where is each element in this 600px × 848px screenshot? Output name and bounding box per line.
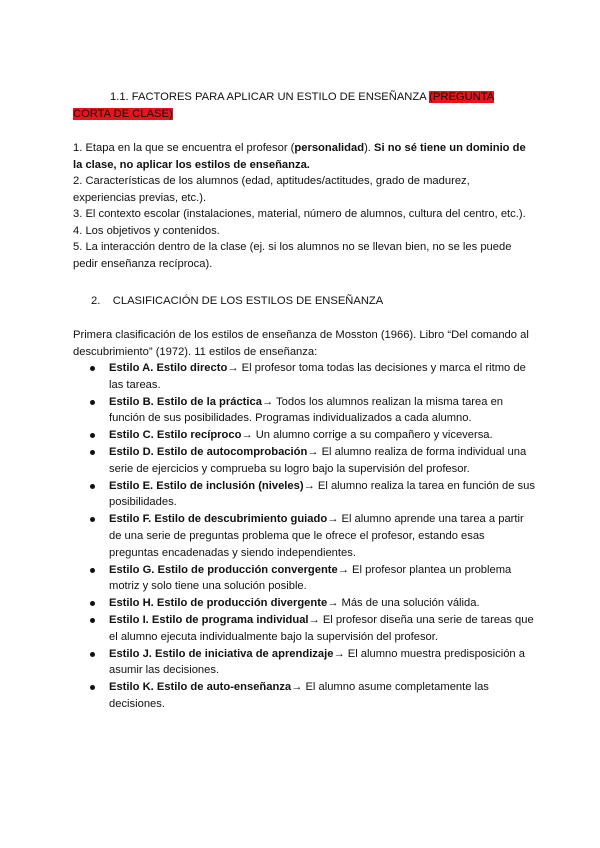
section-2-number: 2. [91,295,101,307]
style-name: Estilo A. Estilo directo [109,362,228,374]
section-2-heading [73,293,551,310]
list-item [90,595,535,612]
highlighted-note: (PREGUNTA CORTA DE CLASE) [73,91,495,120]
section-1-heading [73,89,533,122]
factor-item: 1. Etapa en la que se encuentra el profesor (personalidad). Si no sé tiene un dominio de la clase, no aplicar los estilos de enseñanza. [73,142,526,171]
list-item [90,679,535,713]
style-name: Estilo G. Estilo de producción convergente [109,563,338,576]
list-item [90,427,535,444]
style-name: Estilo H. Estilo de producción divergente [109,597,328,610]
styles-list [90,360,535,713]
list-item [90,562,535,596]
style-description: → El alumno asume completamente las decisiones. [109,681,489,710]
style-name: Estilo K. Estilo de auto-enseñanza [109,681,292,694]
list-item [90,511,535,561]
style-name: Estilo B. Estilo de la práctica [109,395,262,408]
style-description: → El profesor diseña una serie de tareas que el alumno ejecuta individualmente bajo la supervisión del profesor. [109,613,534,643]
style-name: Estilo I. Estilo de programa individual [109,613,309,626]
style-description: → El alumno realiza de forma individual una serie de ejercicios y comprueba su logro bajo la supervisión del profesor. [109,445,527,475]
factor-item: 5. La interacción dentro de la clase (ej. si los alumnos no se llevan bien, no se les puede pedir enseñanza recíproca). [73,241,512,270]
factors-list [73,140,533,272]
style-name: Estilo C. Estilo recíproco [109,429,242,442]
section-2-title: CLASIFICACIÓN DE LOS ESTILOS DE ENSEÑANZA [112,295,384,307]
list-item [90,646,535,680]
bold-text: personalidad [294,142,365,154]
section-1-number: 1.1. [110,91,129,103]
factor-item: 3. El contexto escolar (instalaciones, material, número de alumnos, cultura del centro, etc.). [73,208,526,220]
list-item [90,394,535,428]
factor-item: 2. Características de los alumnos (edad, aptitudes/actitudes, grado de madurez, experiencias previas, etc.). [73,175,470,204]
list-item [90,612,535,646]
style-name: Estilo F. Estilo de descubrimiento guiado [109,513,328,526]
style-description: → El alumno aprende una tarea a partir de una serie de preguntas problema que le ofrece el profesor, estando esas preguntas encadenadas y siendo independientes. [109,513,524,559]
style-description: → El alumno muestra predisposición a asumir las decisiones. [109,647,525,677]
style-description: → El profesor plantea un problema motriz y solo tiene una solución posible. [109,563,512,593]
style-description: → El alumno realiza la tarea en función de sus posibilidades. [109,479,535,509]
section-1-title: FACTORES PARA APLICAR UN ESTILO DE ENSEÑANZA [131,91,427,103]
style-name: Estilo D. Estilo de autocomprobación [109,445,308,458]
style-description: → Todos los alumnos realizan la misma tarea en función de sus posibilidades. Programas individualizados a cada alumno. [109,395,504,425]
list-item [90,360,535,394]
section-2-intro: Primera clasificación de los estilos de enseñanza de Mosston (1966). Libro “Del comando al descubrimiento” (1972). 11 estilos de enseñanza: [73,329,529,358]
list-item [90,444,535,478]
list-item [90,478,535,512]
style-description: → Un alumno corrige a su compañero y viceversa. [241,429,493,442]
style-name: Estilo J. Estilo de iniciativa de aprendizaje [109,647,334,660]
factor-item: 4. Los objetivos y contenidos. [73,224,220,237]
style-description: → El profesor toma todas las decisiones y marca el ritmo de las tareas. [109,362,526,391]
bold-text: Si no sé tiene un dominio de la clase, no aplicar los estilos de enseñanza. [73,142,526,171]
style-description: → Más de una solución válida. [327,597,480,610]
style-name: Estilo E. Estilo de inclusión (niveles) [109,479,304,492]
